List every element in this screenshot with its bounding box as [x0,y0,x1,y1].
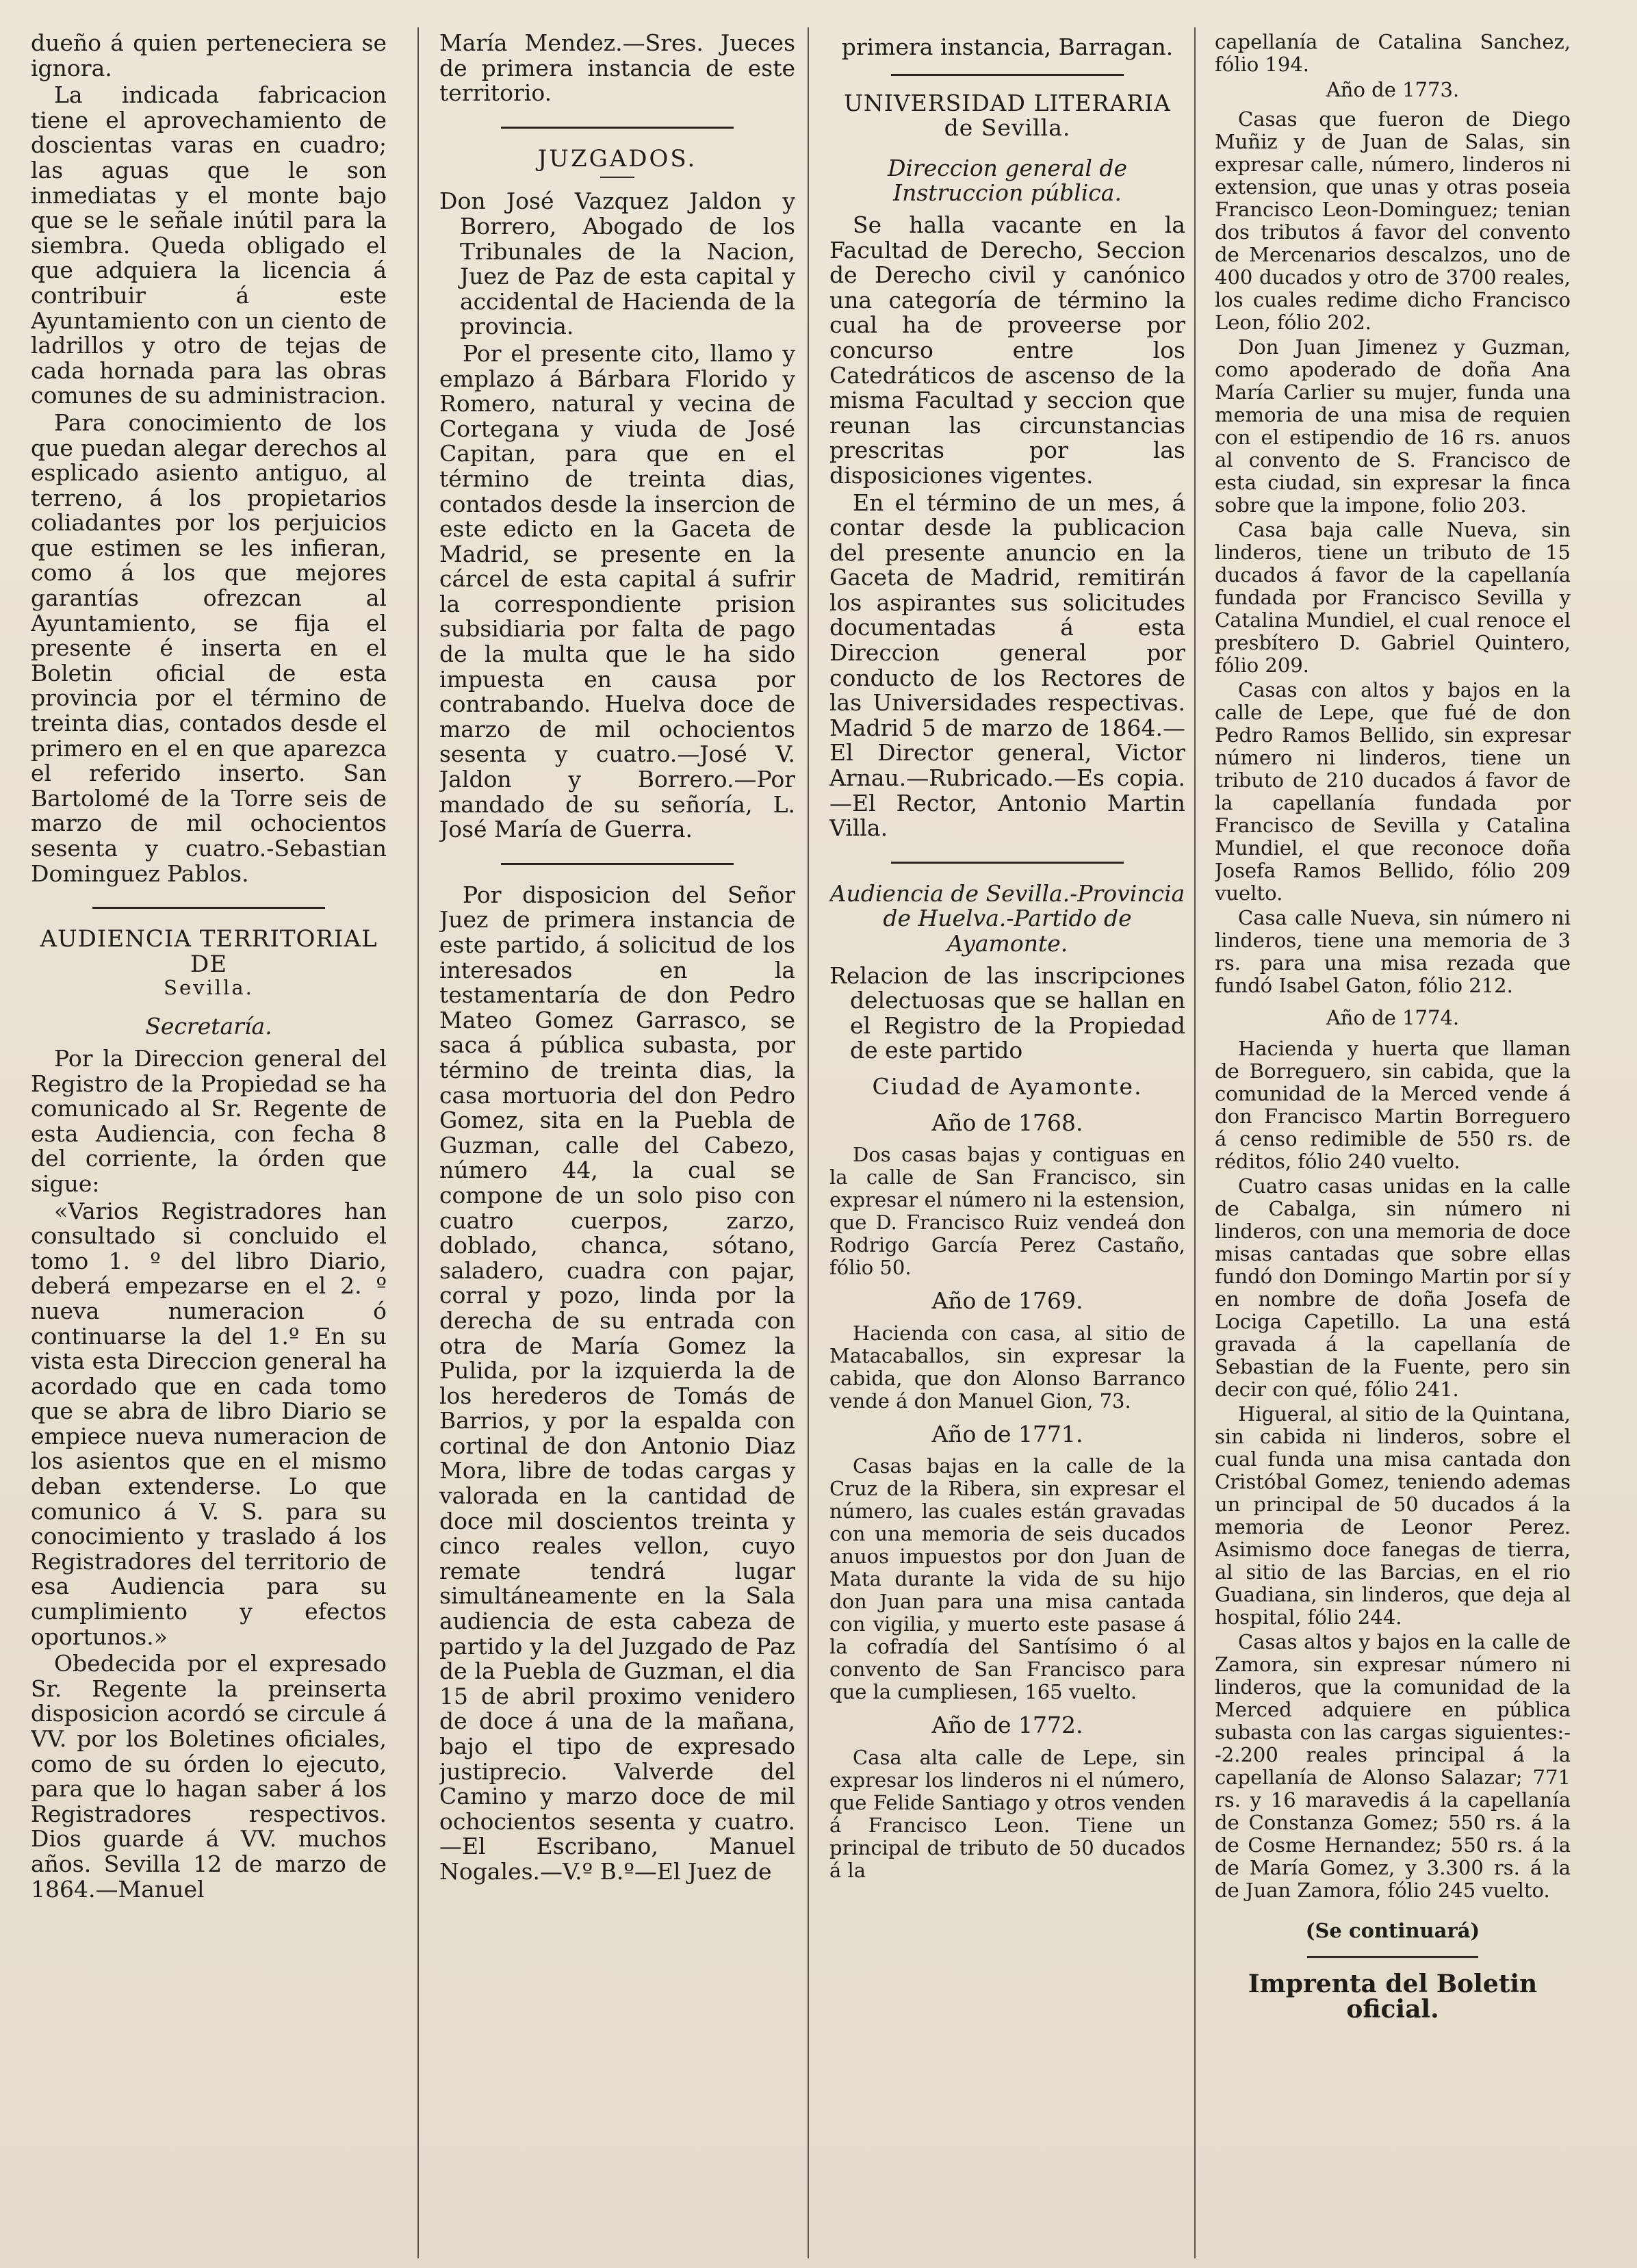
paragraph: Por el presente cito, llamo y emplazo á Bárbara Florido y Romero, natural y vecina de Cortegana y viuda de José Capitan, para que en el término de treinta dias, contados desde la insercion de este edicto en la Gaceta de Madrid, se presente en la cárcel de esta capital á sufrir la correspondiente prision subsidiaria por falta de pago de la multa que le ha sido impuesta en causa por contrabando. Huelva doce de marzo de mil ochocientos sesenta y cuatro.—José V. Jaldon y Borrero.—Por mandado de su señoría, L. José María de Guerra. [439,339,795,843]
paragraph: Dos casas bajas y contiguas en la calle de San Francisco, sin expresar el número ni la estension, que D. Francisco Ruiz vendeá don Rodrigo García Perez Castaño, fólio 50. [829,1143,1185,1280]
paragraph: Obedecida por el expresado Sr. Regente la preinserta disposicion acordó se circule á VV. por los Boletines oficiales, como de su órden lo ejecuto, para que lo hagan saber á los Registradores respectivos. Dios guarde á VV. muchos años. Sevilla 12 de marzo de 1864.—Manuel [31,1650,387,1903]
section-heading: JUZGADOS. [537,144,697,172]
paragraph: Se halla vacante en la Facultad de Derecho, Seccion de Derecho civil y canónico una categoría de término la cual ha de proveerse por concurso entre los Catedráticos de ascenso de la misma Facultad y seccion que reunan las circunstancias prescritas por las disposiciones vigentes. [829,211,1185,489]
paragraph: Casas bajas en la calle de la Cruz de la Ribera, sin expresar el número, las cuales están gravadas con una memoria de seis ducados anuos impuestos por don Juan de Mata durante la vida de su hijo don Juan para una misa cantada con vigilia, y muerto este pasase á la cofradía del Santísimo ó al convento de San Francisco para que la cumpliesen, 165 vuelto. [829,1454,1185,1704]
section-subheading: Audiencia de Sevilla.-Provincia de Huelva.-Partido de Ayamonte. [829,879,1185,957]
continuation-note: (Se continuará) [1305,1919,1480,1942]
paragraph: Higueral, al sitio de la Quintana, sin cabida ni linderos, sobre el cual funda una misa cantada don Cristóbal Gomez, teniendo ademas un principal de 50 ducados á la memoria de Leonor Perez. Asimismo doce fanegas de tierra, al sitio de las Barcias, en el rio Guadiana, sin linderos, que deja al hospital, fólio 244. [1215,1402,1571,1629]
column-3 [829,31,1185,2255]
printer-imprint: Imprenta del Boletin oficial. [1248,1970,1538,2024]
paragraph: Cuatro casas unidas en la calle de Cabalga, sin número ni linderos, con una memoria de doce misas cantadas que sobre ellas fundó don Domingo Martin por sí y en nombre de doña Josefa de Lociga Capetillo. La una está gravada á la capellanía de Sebastian de la Fuente, pero sin decir con qué, fólio 241. [1215,1174,1571,1401]
section-subheading: Secretaría. [145,1013,272,1040]
paragraph: Casas con altos y bajos en la calle de Lepe, que fué de don Pedro Ramos Bellido, sin expresar número ni linderos, tiene un tributo de 210 ducados á favor de la capellanía fundada por Francisco de Sevilla y Catalina Mundiel, el que reconoce doña Josefa Ramos Bellido, fólio 209 vuelto. [1215,678,1571,905]
column-4 [1215,31,1571,2255]
paragraph: Casa alta calle de Lepe, sin expresar los linderos ni el número, que Felide Santiago y otros venden á Francisco Leon. Tiene un principal de tributo de 50 ducados á la [829,1745,1185,1882]
paragraph: Por disposicion del Señor Juez de primera instancia de este partido, á solicitud de los interesados en la testamentaría de don Pedro Mateo Gomez Garrasco, se saca á pública subasta, por término de treinta dias, la casa mortuoria del don Pedro Gomez, sita en la Puebla de Guzman, calle del Cabezo, número 44, la cual se compone de un solo piso con cuatro cuerpos, zarzo, doblado, chanca, sótano, saladero, cuadra con pajar, corral y pozo, linda por la derecha de su entrada con otra de María Gomez la Pulida, por la izquierda la de los herederos de Tomás de Barrios, y por la espalda con cortinal de don Antonio Diaz Mora, libre de todas cargas y valorada en la cantidad de doce mil doscientos treinta y cinco reales vellon, cuyo remate tendrá lugar simultáneamente en la Sala audiencia de esta cabeza de partido y la del Juzgado de Paz de la Puebla de Guzman, el dia 15 de abril proximo venidero de doce á una de la mañana, bajo el tipo de expresado justiprecio. Valverde del Camino y marzo doce de mil ochocientos sesenta y cuatro.—El Escribano, Manuel Nogales.—V.º B.º—El Juez de [439,881,795,1885]
section-separator [891,74,1124,76]
paragraph: Para conocimiento de los que puedan alegar derechos al esplicado asiento antiguo, al terreno, á los propietarios coliadantes por los perjuicios que estimen se les infieran, como á los que mejores garantías ofrezcan al Ayuntamiento, se fija el presente é inserta en el Boletin oficial de esta provincia por el término de treinta dias, contados desde el primero en el en que aparezca el referido inserto. San Bartolomé de la Torre seis de marzo de mil ochocientos sesenta y cuatro.-Sebastian Dominguez Pablos. [31,409,387,887]
paragraph [439,189,795,339]
section-separator [1307,1956,1478,1958]
paragraph: Casa baja calle Nueva, sin linderos, tiene un tributo de 15 ducados á favor de la capellanía fundada por Francisco Sevilla y Catalina Mundiel, el cual renoce el presbítero D. Gabriel Quintero, fólio 209. [1215,518,1571,677]
section-heading-line2: Sevilla. [164,976,254,1000]
section-subheading: Direccion general de Instruccion pública. [887,154,1128,207]
section-separator [501,127,734,129]
paragraph: María Mendez.—Sres. Jueces de primera instancia de este territorio. [439,31,795,107]
column-2 [439,31,795,2255]
paragraph: En el término de un mes, á contar desde la publicacion del presente anuncio en la Gaceta de Madrid, remitirán los aspirantes sus solicitudes documentadas á esta Direccion general por conducto de los Rectores de las Universidades respectivas. Madrid 5 de marzo de 1864.—El Director general, Victor Arnau.—Rubricado.—Es copia.—El Rector, Antonio Martin Villa. [829,489,1185,842]
year-heading: Año de 1772. [931,1712,1083,1739]
paragraph: Casas altos y bajos en la calle de Zamora, sin expresar número ni linderos, que la comunidad de la Merced adquiere en pública subasta con las cargas siguientes:--2.200 reales principal á la capellanía de Alonso Salazar; 771 rs. y 16 maravedis á la capellanía de Constanza Gomez; 550 rs. á la de Cosme Hernandez; 550 rs. á la de María Gomez, y 3.300 rs. á la de Juan Zamora, fólio 245 vuelto. [1215,1630,1571,1902]
section-separator [92,907,325,909]
year-heading: Año de 1769. [931,1287,1083,1315]
paragraph: La indicada fabricacion tiene el aprovechamiento de doscientas varas en cuadro; las aguas que le son inmediatas y el monte bajo que se le señale inútil para la siembra. Queda obligado el que adquiera la licencia á contribuir á este Ayuntamiento con un ciento de ladrillos y otro de tejas de cada hornada para las obras comunes de su administracion. [31,81,387,409]
paragraph [829,964,1185,1064]
paragraph: Hacienda y huerta que llaman de Borreguero, sin cabida, que la comunidad de la Merced vende á don Francisco Martin Borreguero á censo redimible de 550 rs. de réditos, fólio 240 vuelto. [1215,1037,1571,1173]
section-separator [501,863,734,865]
paragraph: dueño á quien perteneciera se ignora. [31,31,387,81]
paragraph: Por la Direccion general del Registro de la Propiedad se ha comunicado al Sr. Regente de esta Audiencia, con fecha 8 del corriente, la órden que sigue: [31,1044,387,1197]
year-heading: Año de 1771. [931,1420,1083,1447]
year-heading: Año de 1773. [1326,78,1460,101]
paragraph: Casas que fueron de Diego Muñiz y de Juan de Salas, sin expresar calle, número, linderos ni extension, que unas y otras poseia Francisco Leon-Dominguez; tenian dos tributos á favor del convento de Mercenarios descalzos, uno de 400 ducados y otro de 3700 reales, los cuales redime dicho Francisco Leon, fólio 202. [1215,107,1571,334]
paragraph: Casa calle Nueva, sin número ni linderos, tiene una memoria de 3 rs. para una misa rezada que fundó Isabel Gaton, fólio 212. [1215,906,1571,997]
paragraph: Hacienda con casa, al sitio de Matacaballos, sin expresar la cabida, que don Alonso Barranco vende á don Manuel Gion, 73. [829,1321,1185,1413]
year-heading: Año de 1774. [1326,1006,1460,1029]
section-heading-line2: de Sevilla. [944,114,1071,142]
section-separator [891,862,1124,864]
section-heading: UNIVERSIDAD LITERARIA [844,89,1171,116]
paragraph-text: Don José Vazquez Jaldon y Borrero, Abogado de los Tribunales de la Nacion, Juez de Paz de esta capital y accidental de Hacienda de la provincia. [439,188,795,340]
paragraph: primera instancia, Barragan. [841,34,1174,60]
paragraph: «Varios Registradores han consultado si concluido el tomo 1. º del libro Diario, deberá empezarse en el 2. º nueva numeracion ó continuarse la del 1.º En su vista esta Direccion general ha acordado que en cada tomo que se abra de libro Diario se empiece nueva numeracion de los asientos que en el mismo deban extenderse. Lo que comunico á V. S. para su conocimiento y traslado á los Registradores del territorio de esa Audiencia para su cumplimiento y efectos oportunos.» [31,1197,387,1650]
heading-dash [600,177,634,178]
city-heading: Ciudad de Ayamonte. [872,1072,1143,1100]
paragraph: capellanía de Catalina Sanchez, fólio 194. [1215,31,1571,76]
section-heading: AUDIENCIA TERRITORIAL DE [40,925,378,978]
column-rule [1194,27,1196,2258]
year-heading: Año de 1768. [931,1109,1083,1136]
column-1 [31,31,387,2255]
paragraph-text: Relacion de las inscripciones delectuosas que se hallan en el Registro de la Propiedad de este partido [829,962,1185,1064]
column-rule [417,27,419,2258]
column-rule [808,27,809,2258]
paragraph: Don Juan Jimenez y Guzman, como apoderado de doña Ana María Carlier su mujer, funda una memoria de una misa de requien con el estipendio de 16 rs. anuos al convento de S. Francisco de esta ciudad, sin expresar la finca sobre que la impone, folio 203. [1215,335,1571,517]
